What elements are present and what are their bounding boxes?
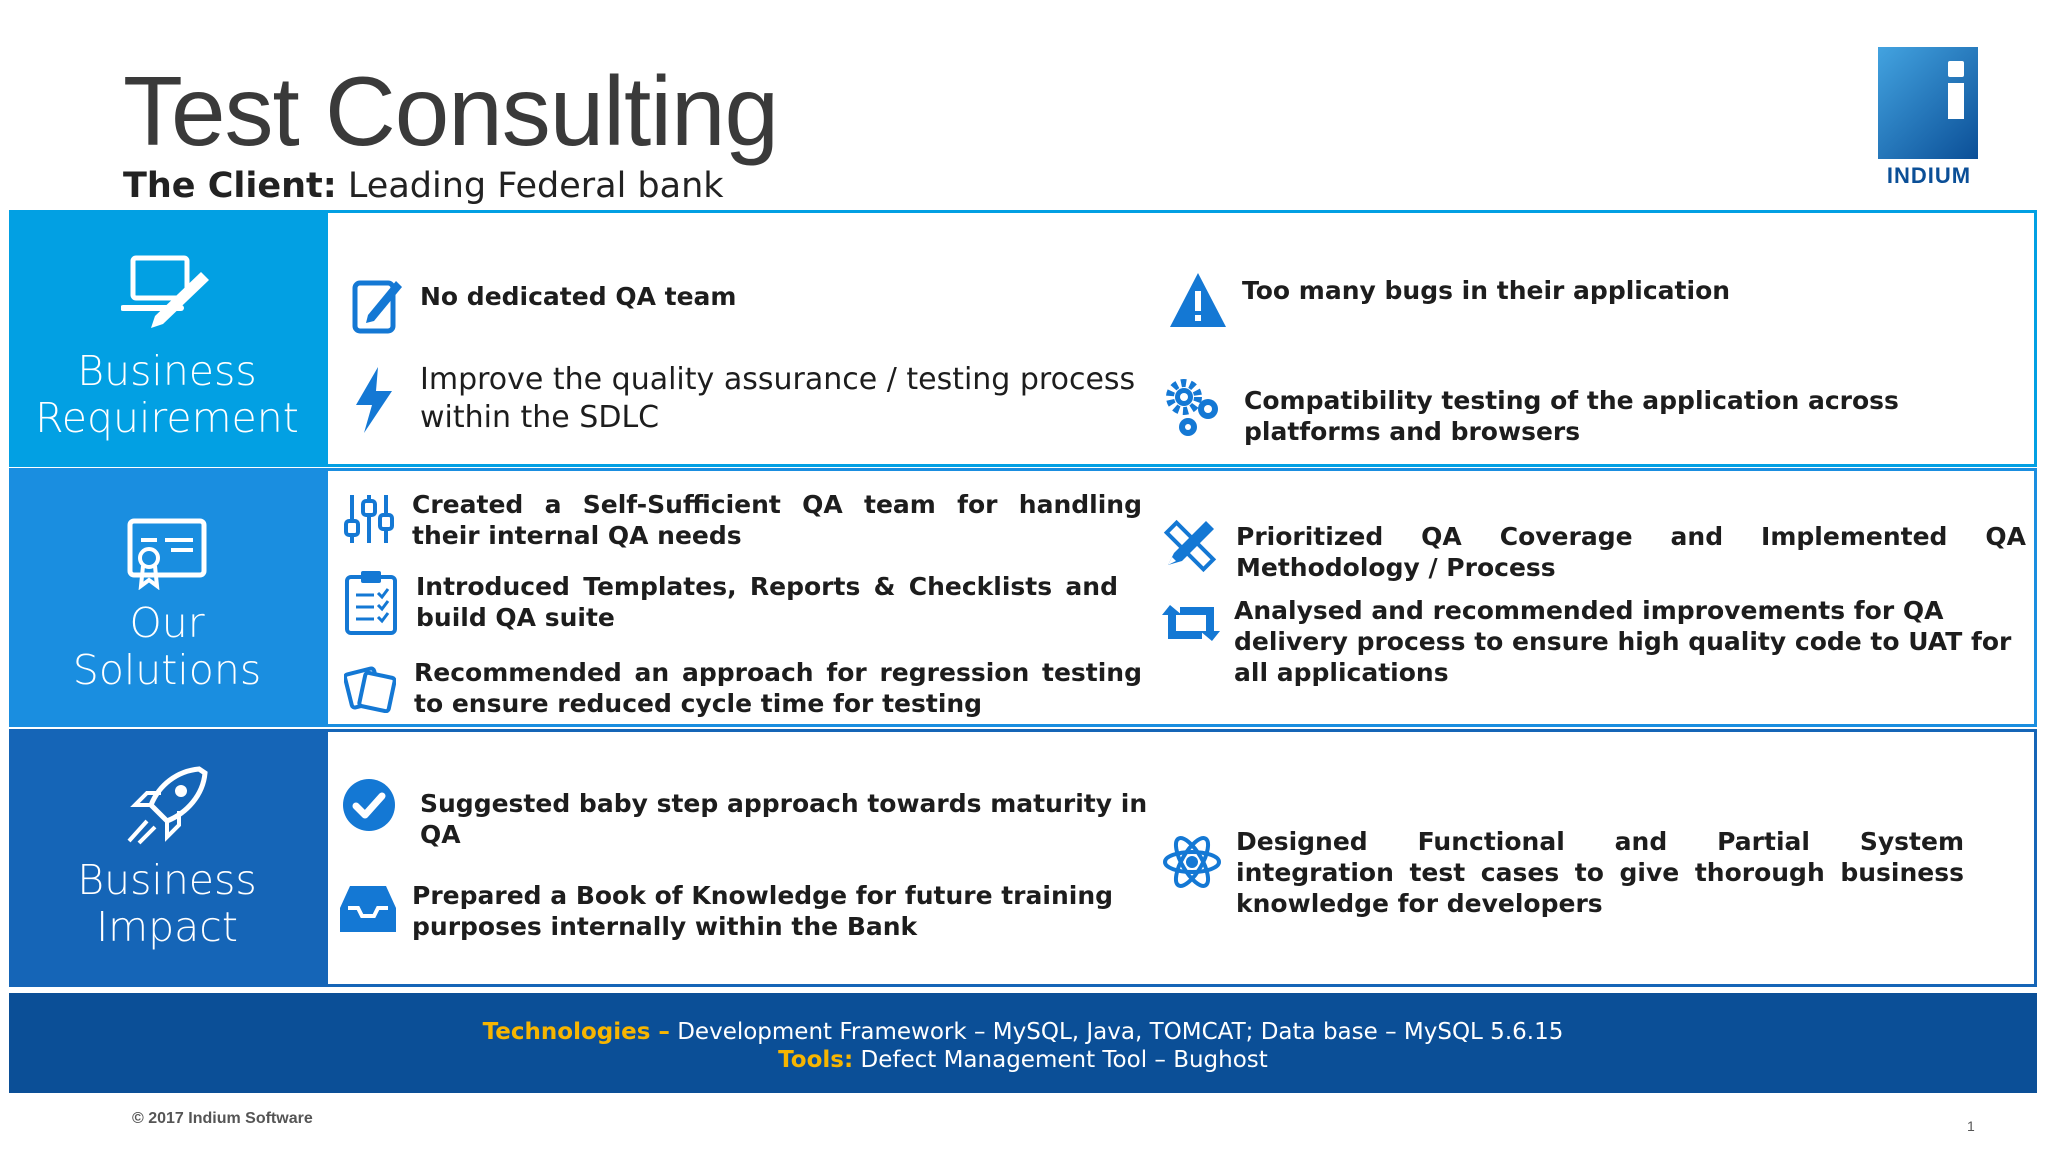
item-text: Prioritized QA Coverage and Implemented QA Methodology / Process bbox=[1236, 522, 2026, 582]
business-impact-label-block bbox=[9, 729, 325, 987]
atom-icon bbox=[1162, 832, 1222, 892]
retweet-icon bbox=[1160, 599, 1222, 647]
row-label-line2: Impact bbox=[96, 903, 238, 951]
technologies-banner bbox=[9, 993, 2037, 1093]
indium-logo bbox=[1878, 47, 1980, 189]
list-item bbox=[1162, 827, 2042, 919]
technologies-line bbox=[9, 1018, 2037, 1046]
row-label-line2: Solutions bbox=[72, 646, 262, 694]
list-item bbox=[352, 362, 1170, 437]
tools-label: Tools: bbox=[778, 1047, 854, 1073]
clipboard-checklist-icon bbox=[344, 569, 398, 635]
technologies-value: Development Framework – MySQL, Java, TOMCAT; Data base – MySQL 5.6.15 bbox=[669, 1019, 1564, 1045]
certificate-icon bbox=[127, 518, 207, 590]
list-item bbox=[344, 658, 1159, 719]
tools-value: Defect Management Tool – Bughost bbox=[853, 1047, 1268, 1073]
list-item bbox=[1162, 375, 2002, 447]
business-requirement-label-block bbox=[9, 210, 325, 467]
edit-icon bbox=[352, 273, 404, 335]
item-text: Recommended an approach for regression testing to ensure reduced cycle time for testing bbox=[414, 658, 1142, 718]
our-solutions-row bbox=[9, 468, 2037, 727]
item-text: Designed Functional and Partial System integration test cases to give thorough business knowledge for developers bbox=[1236, 827, 1964, 918]
business-impact-panel bbox=[325, 729, 2037, 987]
rocket-icon bbox=[125, 765, 209, 845]
laptop-pen-icon bbox=[121, 250, 213, 334]
business-requirement-row bbox=[9, 210, 2037, 467]
item-text: Too many bugs in their application bbox=[1242, 276, 1731, 305]
business-requirement-panel bbox=[325, 210, 2037, 467]
item-text: Suggested baby step approach towards maturity in QA bbox=[420, 789, 1148, 849]
row-label-line1: Business bbox=[77, 856, 257, 904]
indium-logo-text: INDIUM bbox=[1886, 163, 1972, 188]
copy-icon bbox=[344, 661, 396, 713]
item-text: Improve the quality assurance / testing process within the SDLC bbox=[420, 362, 1136, 435]
sliders-icon bbox=[344, 493, 394, 545]
gears-icon bbox=[1162, 375, 1228, 441]
technologies-label: Technologies – bbox=[482, 1019, 670, 1045]
client-value: Leading Federal bank bbox=[336, 166, 724, 206]
tools-line bbox=[9, 1046, 2037, 1074]
copyright: © 2017 Indium Software bbox=[132, 1110, 313, 1127]
list-item bbox=[344, 490, 1159, 551]
list-item bbox=[1160, 596, 2040, 688]
row-label-line2: Requirement bbox=[35, 394, 299, 442]
item-text: Analysed and recommended improvements for QA delivery process to ensure high quality code to UAT for all applications bbox=[1234, 596, 2012, 687]
indium-logo-mark bbox=[1878, 47, 1978, 159]
client-label: The Client: bbox=[123, 166, 337, 206]
row-label-line1: Business bbox=[77, 347, 257, 395]
pencil-ruler-icon bbox=[1160, 513, 1222, 575]
page-title: Test Consulting bbox=[123, 56, 779, 166]
our-solutions-panel bbox=[325, 468, 2037, 727]
list-item bbox=[1160, 513, 2040, 583]
item-text: No dedicated QA team bbox=[420, 282, 737, 311]
list-item bbox=[344, 569, 1159, 635]
inbox-icon bbox=[338, 884, 398, 936]
our-solutions-label-block bbox=[9, 468, 325, 727]
list-item bbox=[1168, 271, 2008, 331]
lightning-icon bbox=[352, 367, 396, 433]
client-line bbox=[123, 166, 724, 206]
page-number: 1 bbox=[1967, 1118, 1975, 1134]
list-item bbox=[352, 273, 912, 335]
item-text: Compatibility testing of the application across platforms and browsers bbox=[1244, 386, 1899, 446]
row-label-line1: Our bbox=[129, 599, 205, 647]
business-impact-row bbox=[9, 729, 2037, 987]
list-item bbox=[338, 881, 1153, 942]
item-text: Prepared a Book of Knowledge for future training purposes internally within the Bank bbox=[412, 881, 1114, 941]
check-circle-icon bbox=[342, 778, 396, 832]
list-item bbox=[342, 778, 1157, 850]
item-text: Introduced Templates, Reports & Checklists and build QA suite bbox=[416, 572, 1118, 632]
item-text: Created a Self-Sufficient QA team for handling their internal QA needs bbox=[412, 490, 1142, 550]
warning-icon bbox=[1168, 271, 1228, 331]
